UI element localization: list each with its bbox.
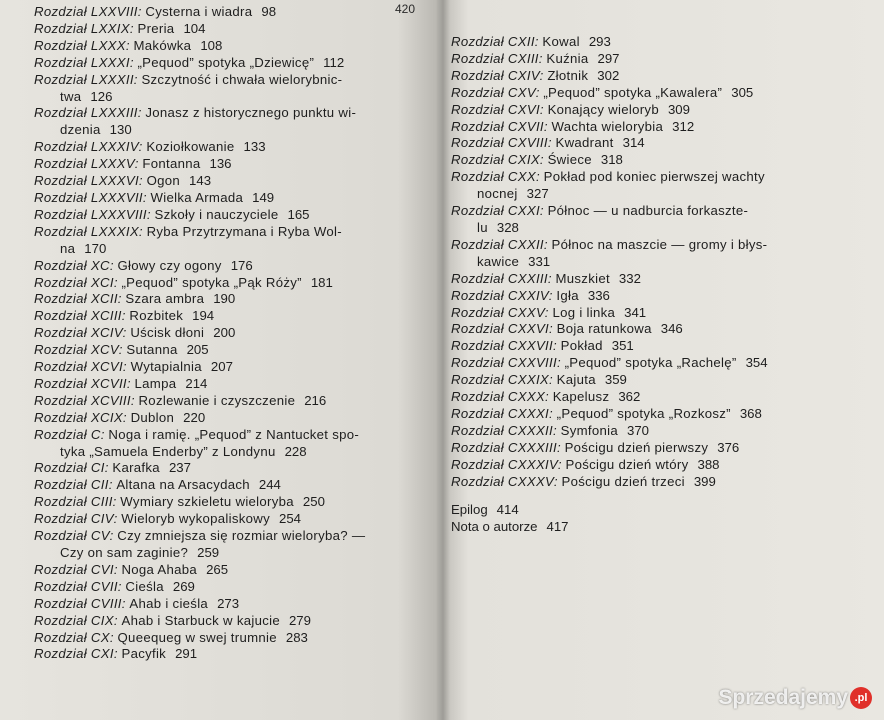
chapter-title: Wachta wielorybia: [551, 118, 664, 134]
chapter-label: Rozdział LXXXII:: [34, 71, 138, 87]
chapter-page: 351: [611, 338, 634, 354]
toc-entry: [34, 342, 434, 359]
chapter-title: Muszkiet: [555, 270, 610, 286]
toc-entry: [451, 372, 851, 389]
chapter-title: Pokład: [560, 338, 603, 354]
chapter-label: Rozdział XCVI:: [34, 359, 127, 375]
chapter-label: Rozdział XC:: [34, 257, 114, 273]
chapter-title-continuation: Czy on sam zaginie?: [60, 545, 189, 560]
chapter-title: Złotnik: [547, 67, 589, 83]
chapter-page: 312: [672, 118, 695, 134]
chapter-title: Makówka: [133, 37, 192, 53]
chapter-page: 297: [597, 50, 620, 66]
chapter-title: Wieloryb wykopaliskowy: [121, 511, 270, 527]
toc-entry: [451, 152, 851, 169]
toc-entry: [451, 474, 851, 491]
back-matter-entry: [451, 502, 851, 519]
chapter-label: Rozdział LXXX:: [34, 37, 130, 53]
chapter-page: 228: [284, 443, 307, 459]
chapter-page: 341: [624, 304, 647, 320]
chapter-title-continuation: nocnej: [477, 186, 518, 202]
chapter-page: 302: [597, 67, 620, 83]
chapter-label: Rozdział CXXIX:: [451, 372, 553, 388]
chapter-page: 149: [252, 189, 275, 205]
chapter-title: Boja ratunkowa: [556, 321, 652, 337]
chapter-title: Kwadrant: [555, 135, 614, 151]
chapter-page: 205: [186, 342, 209, 358]
chapter-page: 220: [183, 409, 206, 425]
chapter-page: 354: [745, 355, 768, 371]
toc-entry: [34, 105, 434, 139]
chapter-title-continuation: kawice: [477, 253, 520, 269]
chapter-page: 133: [243, 139, 266, 155]
chapter-page: 143: [189, 173, 212, 189]
toc-entry: [34, 258, 434, 275]
chapter-page: 181: [310, 274, 333, 290]
chapter-title: Pościgu dzień wtóry: [565, 456, 689, 472]
toc-entry: [34, 139, 434, 156]
chapter-title: Szara ambra: [125, 291, 205, 307]
chapter-page: 108: [200, 37, 223, 53]
chapter-page: 254: [279, 511, 302, 527]
chapter-label: Rozdział CXVI:: [451, 101, 544, 117]
chapter-label: Rozdział CIV:: [34, 511, 118, 527]
book-gutter: [436, 0, 450, 720]
chapter-page: 332: [618, 270, 641, 286]
chapter-title: Sutanna: [126, 342, 178, 358]
toc-entry: [451, 135, 851, 152]
chapter-page: 265: [206, 561, 229, 577]
chapter-label: Rozdział CXXVI:: [451, 321, 553, 337]
chapter-title: Fontanna: [142, 156, 201, 172]
chapter-label: Rozdział CXXXV:: [451, 473, 558, 489]
chapter-page: 309: [667, 101, 690, 117]
chapter-page: 130: [109, 122, 132, 138]
chapter-title: Karafka: [112, 460, 160, 476]
toc-entry: [451, 440, 851, 457]
chapter-label: Rozdział XCIX:: [34, 409, 127, 425]
chapter-page: 126: [90, 88, 113, 104]
toc-entry: [34, 460, 434, 477]
toc-entry: [451, 169, 851, 203]
toc-entry: [34, 308, 434, 325]
toc-entry: [34, 427, 434, 461]
chapter-page: 327: [526, 186, 549, 202]
chapter-title-continuation: tyka „Samuela Enderby” z Londynu: [60, 443, 276, 459]
chapter-title: Wielka Armada: [150, 189, 244, 205]
chapter-label: Rozdział CXVIII:: [451, 135, 552, 151]
chapter-title: Kapelusz: [552, 389, 610, 405]
chapter-label: Rozdział LXXXIII:: [34, 105, 142, 121]
chapter-label: Rozdział LXXXVII:: [34, 189, 147, 205]
chapter-label: Rozdział CXXII:: [451, 236, 548, 252]
watermark: [718, 686, 872, 710]
chapter-title: Dublon: [130, 409, 175, 425]
toc-entry: [34, 4, 434, 21]
chapter-label: Rozdział XCIV:: [34, 325, 127, 341]
chapter-title: Ogon: [146, 173, 181, 189]
page-number: 420: [395, 2, 416, 16]
chapter-title: Igła: [556, 287, 579, 303]
chapter-title: Kuźnia: [546, 50, 589, 66]
chapter-page: 237: [168, 460, 191, 476]
chapter-page: 216: [304, 392, 327, 408]
chapter-title: „Pequod” spotyka „Kawalera”: [543, 84, 723, 100]
chapter-page: 170: [84, 240, 107, 256]
chapter-page: 165: [287, 206, 310, 222]
chapter-label: Rozdział CXIII:: [451, 50, 543, 66]
chapter-label: Rozdział LXXXI:: [34, 54, 134, 70]
chapter-label: Rozdział CV:: [34, 528, 114, 544]
toc-entry: [451, 423, 851, 440]
chapter-label: Rozdział CIII:: [34, 494, 117, 510]
back-matter-title: Epilog: [451, 502, 488, 518]
toc-entry: [451, 68, 851, 85]
back-matter-page: 417: [546, 519, 569, 535]
chapter-title: Cysterna i wiadra: [145, 4, 253, 19]
toc-entry: [34, 630, 434, 647]
chapter-title-continuation: lu: [477, 219, 488, 235]
watermark-text: Sprzedajemy: [718, 686, 848, 709]
toc-entry: [34, 325, 434, 342]
chapter-label: Rozdział LXXVIII:: [34, 4, 142, 19]
chapter-label: Rozdział CXXIII:: [451, 270, 552, 286]
toc-entry: [451, 34, 851, 51]
chapter-title: Queequeg w swej trumnie: [117, 629, 277, 645]
chapter-page: 98: [261, 4, 277, 19]
chapter-page: 291: [175, 646, 198, 662]
chapter-page: 388: [697, 456, 720, 472]
chapter-title: Pokład pod koniec pierwszej wachty: [543, 169, 765, 185]
toc-entry: [451, 51, 851, 68]
chapter-label: Rozdział CXXXII:: [451, 422, 557, 438]
chapter-title: Pościgu dzień pierwszy: [564, 439, 709, 455]
toc-entry: [34, 207, 434, 224]
chapter-page: 318: [600, 152, 623, 168]
chapter-page: 273: [217, 595, 240, 611]
chapter-title: Altana na Arsacydach: [116, 477, 250, 493]
chapter-page: 190: [213, 291, 236, 307]
chapter-page: 305: [731, 84, 754, 100]
chapter-title: Szkoły i nauczyciele: [154, 206, 279, 222]
chapter-label: Rozdział CX:: [34, 629, 114, 645]
chapter-label: Rozdział CXXVII:: [451, 338, 557, 354]
chapter-label: Rozdział CVI:: [34, 561, 118, 577]
chapter-title: Wytapialnia: [130, 359, 202, 375]
toc-entry: [34, 173, 434, 190]
toc-entry: [34, 55, 434, 72]
chapter-title: Rozbitek: [129, 308, 184, 324]
chapter-label: Rozdział CXIX:: [451, 152, 544, 168]
chapter-page: 376: [717, 439, 740, 455]
chapter-title: Konający wieloryb: [547, 101, 659, 117]
chapter-page: 136: [209, 156, 232, 172]
chapter-title: Symfonia: [560, 422, 618, 438]
chapter-title: Preria: [137, 20, 175, 36]
chapter-title: Kajuta: [556, 372, 596, 388]
toc-left-column: [34, 4, 434, 663]
toc-entry: [34, 275, 434, 292]
toc-entry: [34, 528, 434, 562]
chapter-label: Rozdział XCVIII:: [34, 392, 135, 408]
chapter-label: Rozdział CXI:: [34, 646, 118, 662]
toc-entry: [451, 389, 851, 406]
chapter-title: Uścisk dłoni: [130, 325, 205, 341]
chapter-title-continuation: na: [60, 240, 76, 256]
toc-entry: [451, 321, 851, 338]
chapter-page: 359: [604, 372, 627, 388]
toc-entry: [34, 359, 434, 376]
chapter-title: Ahab i Starbuck w kajucie: [121, 612, 280, 628]
chapter-label: Rozdział CXXI:: [451, 203, 544, 219]
chapter-title: Północ — u nadburcia forkaszte-: [547, 203, 749, 219]
chapter-title: Ryba Przytrzymana i Ryba Wol-: [146, 223, 342, 239]
chapter-page: 279: [288, 612, 311, 628]
back-matter-entry: [451, 519, 851, 536]
chapter-label: Rozdział CXV:: [451, 84, 540, 100]
chapter-label: Rozdział CI:: [34, 460, 109, 476]
chapter-page: 331: [528, 253, 551, 269]
chapter-title: „Pequod” spotyka „Pąk Róży”: [121, 274, 302, 290]
chapter-label: Rozdział LXXXIV:: [34, 139, 143, 155]
chapter-title: „Pequod” spotyka „Rachelę”: [564, 355, 737, 371]
chapter-page: 336: [587, 287, 610, 303]
chapter-label: Rozdział LXXXV:: [34, 156, 139, 172]
chapter-page: 328: [496, 219, 519, 235]
chapter-title: Szczytność i chwała wielorybnic-: [141, 71, 343, 87]
toc-entry: [451, 355, 851, 372]
chapter-title: Koziołkowanie: [146, 139, 235, 155]
chapter-title: Ahab i cieśla: [129, 595, 209, 611]
toc-entry: [34, 494, 434, 511]
toc-entry: [451, 406, 851, 423]
chapter-page: 244: [258, 477, 281, 493]
chapter-label: Rozdział CXIV:: [451, 67, 544, 83]
toc-entry: [34, 190, 434, 207]
toc-entry: [34, 562, 434, 579]
chapter-page: 293: [588, 34, 611, 49]
chapter-label: Rozdział XCI:: [34, 274, 118, 290]
toc-entry: [451, 85, 851, 102]
chapter-label: Rozdział CXXVIII:: [451, 355, 561, 371]
chapter-label: Rozdział CII:: [34, 477, 113, 493]
chapter-label: Rozdział XCVII:: [34, 375, 131, 391]
chapter-label: Rozdział XCII:: [34, 291, 122, 307]
chapter-label: Rozdział CXII:: [451, 34, 539, 49]
chapter-page: 314: [622, 135, 645, 151]
toc-right-column: [451, 34, 851, 536]
back-matter-title: Nota o autorze: [451, 519, 538, 535]
chapter-label: Rozdział CXX:: [451, 169, 540, 185]
chapter-title: Wymiary szkieletu wieloryba: [120, 494, 294, 510]
toc-entry: [34, 477, 434, 494]
toc-entry: [451, 203, 851, 237]
toc-entry: [451, 305, 851, 322]
toc-entry: [34, 38, 434, 55]
toc-entry: [34, 376, 434, 393]
chapter-page: 200: [213, 325, 236, 341]
back-matter-page: 414: [496, 502, 519, 518]
chapter-page: 283: [285, 629, 308, 645]
chapter-label: Rozdział CVIII:: [34, 595, 126, 611]
chapter-title: Pościgu dzień trzeci: [561, 473, 685, 489]
chapter-label: Rozdział CXXXIII:: [451, 439, 561, 455]
toc-entry: [34, 224, 434, 258]
chapter-page: 250: [302, 494, 325, 510]
toc-entry: [34, 511, 434, 528]
chapter-page: 362: [618, 389, 641, 405]
chapter-label: Rozdział CXXV:: [451, 304, 549, 320]
toc-entry: [451, 237, 851, 271]
chapter-page: 399: [693, 473, 716, 489]
chapter-page: 176: [230, 257, 253, 273]
chapter-title: Świece: [547, 152, 592, 168]
chapter-page: 104: [183, 20, 206, 36]
chapter-label: Rozdział CXVII:: [451, 118, 548, 134]
toc-entry: [451, 102, 851, 119]
chapter-title: Noga Ahaba: [121, 561, 198, 577]
toc-entry: [34, 410, 434, 427]
chapter-label: Rozdział LXXIX:: [34, 20, 134, 36]
chapter-title: „Pequod” spotyka „Rozkosz”: [556, 405, 731, 421]
watermark-badge: .pl: [850, 687, 872, 709]
chapter-page: 112: [323, 54, 345, 70]
chapter-label: Rozdział CXXXIV:: [451, 456, 562, 472]
chapter-title-continuation: twa: [60, 88, 82, 104]
toc-entry: [34, 72, 434, 106]
chapter-title: Lampa: [134, 375, 177, 391]
chapter-label: Rozdział LXXXIX:: [34, 223, 143, 239]
chapter-title: Północ na maszcie — gromy i błys-: [551, 236, 768, 252]
chapter-page: 370: [627, 422, 650, 438]
chapter-page: 346: [660, 321, 683, 337]
chapter-page: 269: [172, 578, 195, 594]
chapter-title: Głowy czy ogony: [117, 257, 222, 273]
chapter-page: 259: [197, 545, 220, 560]
chapter-title: Czy zmniejsza się rozmiar wieloryba? —: [117, 528, 366, 544]
chapter-label: Rozdział XCV:: [34, 342, 123, 358]
chapter-title: Rozlewanie i czyszczenie: [138, 392, 296, 408]
chapter-label: Rozdział CVII:: [34, 578, 122, 594]
chapter-label: Rozdział LXXXVI:: [34, 173, 143, 189]
toc-entry: [451, 457, 851, 474]
toc-entry: [451, 271, 851, 288]
chapter-title: Kowal: [542, 34, 580, 49]
chapter-label: Rozdział XCIII:: [34, 308, 126, 324]
toc-entry: [451, 119, 851, 136]
chapter-label: Rozdział CIX:: [34, 612, 118, 628]
chapter-page: 214: [185, 375, 208, 391]
chapter-label: Rozdział CXXIV:: [451, 287, 553, 303]
chapter-label: Rozdział C:: [34, 426, 105, 442]
chapter-title: Cieśla: [125, 578, 164, 594]
chapter-page: 194: [192, 308, 215, 324]
toc-entry: [34, 596, 434, 613]
toc-entry: [451, 338, 851, 355]
chapter-page: 368: [739, 405, 762, 421]
chapter-page: 207: [210, 359, 233, 375]
toc-entry: [34, 646, 434, 663]
toc-entry: [34, 21, 434, 38]
chapter-label: Rozdział LXXXVIII:: [34, 206, 151, 222]
toc-entry: [34, 291, 434, 308]
chapter-title: „Pequod” spotyka „Dziewicę”: [137, 54, 315, 70]
chapter-title: Jonasz z historycznego punktu wi-: [145, 105, 357, 121]
toc-entry: [34, 613, 434, 630]
chapter-title: Pacyfik: [121, 646, 167, 662]
chapter-label: Rozdział CXXX:: [451, 389, 550, 405]
toc-entry: [34, 393, 434, 410]
toc-entry: [34, 579, 434, 596]
chapter-title-continuation: dzenia: [60, 122, 101, 138]
chapter-title: Log i linka: [552, 304, 616, 320]
toc-entry: [451, 288, 851, 305]
chapter-title: Noga i ramię. „Pequod” z Nantucket spo-: [108, 426, 360, 442]
toc-entry: [34, 156, 434, 173]
chapter-label: Rozdział CXXXI:: [451, 405, 553, 421]
